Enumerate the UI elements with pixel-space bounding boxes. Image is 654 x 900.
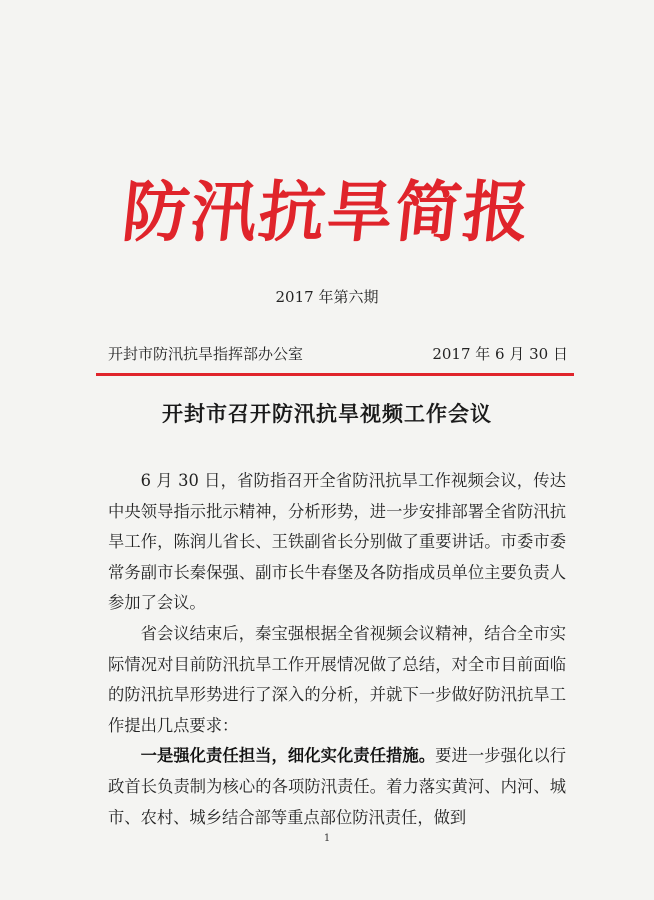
page-number: 1	[323, 833, 331, 844]
paragraph-3	[108, 741, 566, 833]
paragraph-3-text: 要进一步强化以行政首长负责制为核心的各项防汛责任。着力落实黄河、内河、城市、农村、城乡结合部等重点部位防汛责任，做到	[108, 746, 566, 827]
red-divider	[96, 373, 574, 376]
issue-date: 2017 年 6 月 30 日	[432, 345, 568, 363]
issue-number: 2017 年第六期	[275, 288, 379, 306]
paragraph-3-lead: 一是强化责任担当，细化实化责任措施。	[140, 746, 436, 766]
meta-row	[108, 343, 568, 364]
article-headline: 开封市召开防汛抗旱视频工作会议	[162, 401, 492, 426]
masthead-title: 防汛抗旱简报	[118, 173, 536, 251]
article-body	[108, 466, 566, 833]
issuer-name: 开封市防汛抗旱指挥部办公室	[108, 345, 304, 363]
paragraph-1: 6 月 30 日，省防指召开全省防汛抗旱工作视频会议，传达中央领导指示批示精神，分析形势，进一步安排部署全省防汛抗旱工作，陈润儿省长、王铁副省长分别做了重要讲话。市委市委常务副市长秦保强、副市长牛春堡及各防指成员单位主要负责人参加了会议。	[108, 471, 566, 613]
paragraph-2: 省会议结束后，秦宝强根据全省视频会议精神，结合全市实际情况对目前防汛抗旱工作开展情况做了总结，对全市目前面临的防汛抗旱形势进行了深入的分析，并就下一步做好防汛抗旱工作提出几点要求：	[108, 623, 566, 735]
